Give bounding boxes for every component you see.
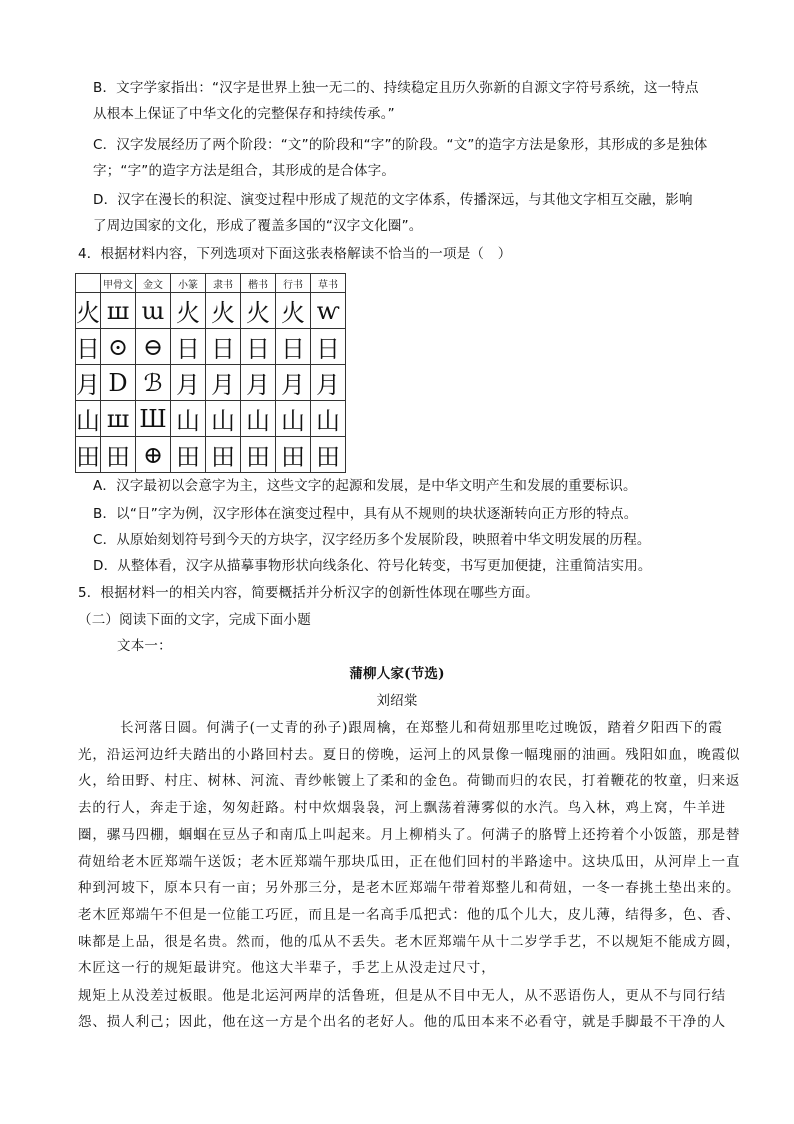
q4-option-c: C．从原始刻划符号到今天的方块字，汉字经历多个发展阶段，映照着中华文明发展的历程。: [93, 532, 651, 548]
glyph-cell: D: [101, 365, 136, 401]
table-row: [76, 329, 346, 365]
glyph-cell: 月: [206, 365, 241, 401]
story-line: 规矩上从没差过板眼。他是北运河两岸的活鲁班，但是从不目中无人，从不恶语伤人，更从不与同行结: [78, 988, 726, 1004]
q3-option-d-line2: 了周边国家的文化，形成了覆盖多国的“汉字文化圈”。: [93, 218, 423, 234]
row-label: 日: [76, 329, 101, 365]
glyph-cell: 田: [311, 437, 346, 473]
row-label: 火: [76, 293, 101, 329]
character-evolution-table: [75, 273, 346, 473]
table-row: [76, 293, 346, 329]
glyph-cell: 山: [311, 401, 346, 437]
glyph-cell: ш: [101, 293, 136, 329]
glyph-cell: 日: [206, 329, 241, 365]
glyph-cell: 山: [171, 401, 206, 437]
glyph-cell: 日: [171, 329, 206, 365]
glyph-cell: 田: [276, 437, 311, 473]
glyph-cell: 田: [171, 437, 206, 473]
q4-stem: 4．根据材料内容，下列选项对下面这张表格解读不恰当的一项是（ ）: [78, 246, 512, 262]
story-line: 荷妞给老木匠郑端午送饭；老木匠郑端午那块瓜田，正在他们回村的半路途中。这块瓜田，从河岸上一直: [78, 854, 741, 870]
glyph-cell: 山: [241, 401, 276, 437]
glyph-cell: 日: [241, 329, 276, 365]
glyph-cell: 火: [241, 293, 276, 329]
text-one-label: 文本一：: [117, 638, 172, 654]
glyph-cell: 日: [311, 329, 346, 365]
q4-option-a: A．汉字最初以会意字为主，这些文字的起源和发展，是中华文明产生和发展的重要标识。: [93, 478, 637, 494]
glyph-cell: ⊕: [136, 437, 171, 473]
glyph-cell: Ш: [136, 401, 171, 437]
table-row: [76, 365, 346, 401]
row-label: 月: [76, 365, 101, 401]
q4-option-d: D．从整体看，汉字从描摹事物形状向线条化、符号化转变，书写更加便捷，注重简洁实用。: [93, 558, 652, 574]
table-row: [76, 401, 346, 437]
story-line: 长河落日圆。何满子(一丈青的孙子)跟周檎，在郑整儿和荷妞那里吃过晚饭，踏着夕阳西下的霞: [120, 720, 723, 736]
glyph-cell: ɯ: [136, 293, 171, 329]
row-label: 田: [76, 437, 101, 473]
story-line: 圈，骡马四棚，蝈蝈在豆丛子和南瓜上叫起来。月上柳梢头了。何满子的胳臂上还挎着个小饭篮，那是替: [78, 827, 741, 843]
q3-option-c-line2: 字；“字”的造字方法是组合，其形成的是合体字。: [93, 163, 396, 179]
glyph-cell: 田: [241, 437, 276, 473]
story-line: 老木匠郑端午不但是一位能工巧匠，而且是一名高手瓜把式：他的瓜个儿大，皮儿薄，结得多，色、香、: [78, 907, 741, 923]
story-title: 蒲柳人家(节选): [349, 666, 445, 682]
table-header-cell: 甲骨文: [101, 274, 136, 293]
glyph-cell: 田: [206, 437, 241, 473]
glyph-cell: 月: [171, 365, 206, 401]
table-header-cell: 草书: [311, 274, 346, 293]
table-header-row: [76, 274, 346, 293]
q3-option-b-line2: 从根本上保证了中华文化的完整保存和持续传承。”: [93, 106, 395, 122]
table-header-cell: 隶书: [206, 274, 241, 293]
story-line: 味都是上品，很是名贵。然而，他的瓜从不丢失。老木匠郑端午从十二岁学手艺，不以规矩不能成方圆，: [78, 934, 741, 950]
q3-option-c-line1: C．汉字发展经历了两个阶段：“文”的阶段和“字”的阶段。“文”的造字方法是象形，其形成的多是独体: [93, 137, 708, 153]
table-header-cell: [76, 274, 101, 293]
glyph-cell: 月: [276, 365, 311, 401]
section-2-heading: （二）阅读下面的文字，完成下面小题: [78, 612, 311, 628]
glyph-cell: ⊙: [101, 329, 136, 365]
glyph-cell: 火: [206, 293, 241, 329]
glyph-cell: ш: [101, 401, 136, 437]
table-header-cell: 行书: [276, 274, 311, 293]
table-row: [76, 437, 346, 473]
glyph-cell: 日: [276, 329, 311, 365]
q3-option-b-line1: B．文字学家指出：“汉字是世界上独一无二的、持续稳定且历久弥新的自源文字符号系统，这一特点: [93, 80, 699, 96]
glyph-cell: 月: [311, 365, 346, 401]
table-header-cell: 楷书: [241, 274, 276, 293]
q4-option-b: B．以“日”字为例，汉字形体在演变过程中，具有从不规则的块状逐渐转向正方形的特点。: [93, 506, 638, 522]
table-header-cell: 金文: [136, 274, 171, 293]
glyph-cell: 月: [241, 365, 276, 401]
story-author: 刘绍棠: [376, 693, 418, 709]
story-line: 种到河坡下，原本只有一亩；另外那三分，是老木匠郑端午带着郑整儿和荷妞，一冬一春挑土垫出来的。: [78, 880, 741, 896]
glyph-cell: ⊖: [136, 329, 171, 365]
question-5: 5．根据材料一的相关内容，简要概括并分析汉字的创新性体现在哪些方面。: [78, 585, 539, 601]
q3-option-d-line1: D．汉字在漫长的积淀、演变过程中形成了规范的文字体系，传播深远，与其他文字相互交融，影响: [93, 192, 693, 208]
glyph-cell: 山: [206, 401, 241, 437]
glyph-cell: ℬ: [136, 365, 171, 401]
glyph-cell: ⱳ: [311, 293, 346, 329]
glyph-cell: 田: [101, 437, 136, 473]
table-header-cell: 小篆: [171, 274, 206, 293]
glyph-cell: 火: [171, 293, 206, 329]
glyph-cell: 山: [276, 401, 311, 437]
story-line: 火，给田野、村庄、树林、河流、青纱帐镀上了柔和的金色。荷锄而归的农民，打着鞭花的牧童，归来返: [78, 773, 741, 789]
story-line: 怨、损人利己；因此，他在这一方是个出名的老好人。他的瓜田本来不必看守，就是手脚最不干净的人: [78, 1014, 726, 1030]
story-line: 木匠这一行的规矩最讲究。他这大半辈子，手艺上从没走过尺寸，: [78, 960, 496, 976]
row-label: 山: [76, 401, 101, 437]
story-line: 去的行人，奔走于途，匆匆赶路。村中炊烟袅袅，河上飘荡着薄雾似的水汽。鸟入林，鸡上窝，牛羊进: [78, 800, 726, 816]
glyph-cell: 火: [276, 293, 311, 329]
story-line: 光，沿运河边纤夫踏出的小路回村去。夏日的傍晚，运河上的风景像一幅瑰丽的油画。残阳如血，晚霞似: [78, 747, 741, 763]
